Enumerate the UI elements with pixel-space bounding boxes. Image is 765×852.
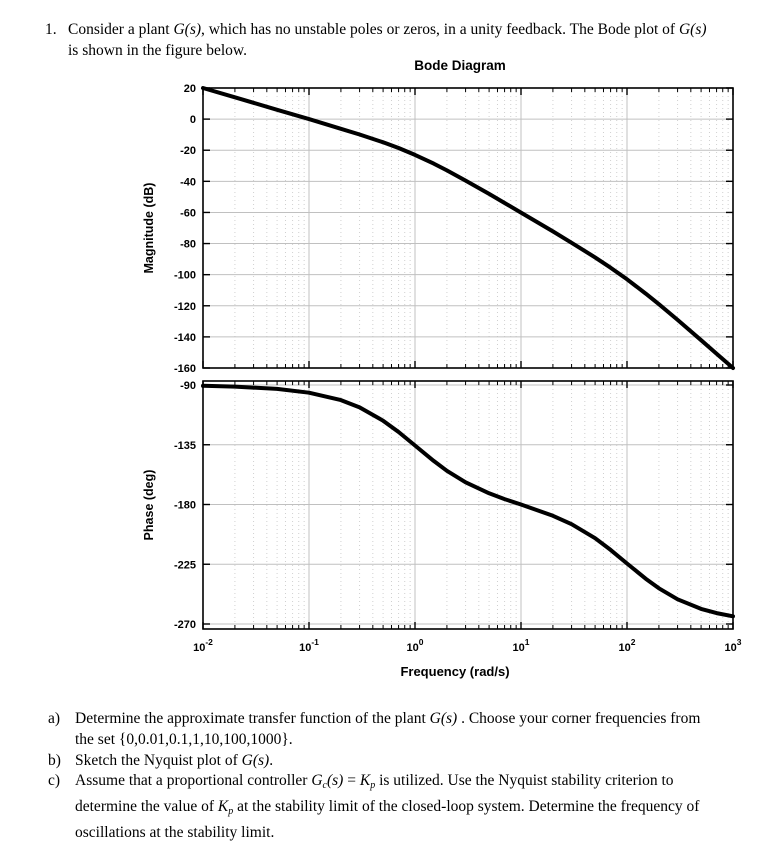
svg-text:-20: -20 bbox=[180, 145, 196, 158]
svg-text:-100: -100 bbox=[173, 269, 196, 282]
phase-axis-label: Phase (deg) bbox=[142, 469, 156, 541]
magnitude-axis-label: Magnitude (dB) bbox=[142, 182, 156, 274]
question-line bbox=[48, 730, 700, 751]
svg-text:-80: -80 bbox=[180, 238, 196, 251]
magnitude-curve bbox=[203, 88, 733, 368]
svg-text:-120: -120 bbox=[173, 300, 196, 313]
svg-text:-60: -60 bbox=[180, 207, 196, 220]
phase-ytick-labels bbox=[174, 380, 196, 631]
magnitude-axes-box bbox=[203, 88, 733, 368]
phase-plot bbox=[174, 380, 742, 654]
phase-curve bbox=[203, 386, 733, 617]
questions-list bbox=[48, 709, 700, 844]
question-line bbox=[48, 771, 700, 797]
chart-title: Bode Diagram bbox=[414, 58, 506, 73]
magnitude-grid-major bbox=[203, 88, 733, 368]
question-label: b) bbox=[48, 751, 61, 769]
svg-text:0: 0 bbox=[189, 114, 196, 127]
question-line bbox=[48, 823, 700, 844]
magnitude-plot bbox=[174, 83, 733, 375]
question-text: the set {0,0.01,0.1,1,10,100,1000}. bbox=[75, 730, 293, 748]
question-line bbox=[48, 797, 700, 823]
bode-plots bbox=[174, 83, 742, 654]
question-label: a) bbox=[48, 710, 61, 727]
question-label: c) bbox=[48, 772, 61, 790]
svg-text:100: $10^0$ bbox=[406, 637, 424, 654]
svg-text:101: $10^1$ bbox=[512, 637, 530, 654]
svg-text:-140: -140 bbox=[173, 331, 196, 344]
svg-text:103: $10^3$ bbox=[724, 637, 742, 654]
svg-text:10-1: $10^{-1}$ bbox=[299, 637, 319, 654]
svg-text:-225: -225 bbox=[173, 559, 196, 572]
svg-text:-40: -40 bbox=[180, 176, 196, 189]
svg-text:-270: -270 bbox=[173, 619, 196, 631]
svg-text:102: $10^2$ bbox=[618, 637, 636, 654]
magnitude-ticks bbox=[203, 88, 733, 368]
problem-intro-text: is shown in the figure below. bbox=[68, 41, 247, 59]
problem-number: 1. bbox=[45, 21, 57, 38]
question-text: determine the value of $K_p$ at the stability limit of the closed-loop system. Determine the frequency of bbox=[75, 798, 700, 818]
question-text: Assume that a proportional controller $G_c(s) = K_p$ is utilized. Use the Nyquist stability criterion to bbox=[75, 772, 674, 792]
phase-grid-major bbox=[203, 381, 733, 629]
svg-text:-180: -180 bbox=[173, 499, 196, 512]
svg-text:-135: -135 bbox=[173, 439, 196, 452]
svg-text:10-2: $10^{-2}$ bbox=[193, 637, 213, 654]
question-text: oscillations at the stability limit. bbox=[75, 823, 275, 841]
question-text: Sketch the Nyquist plot of G(s). bbox=[75, 751, 274, 769]
question-text: Determine the approximate transfer function of the plant G(s) . Choose your corner frequencies from bbox=[75, 710, 701, 727]
magnitude-ytick-labels bbox=[174, 83, 196, 375]
frequency-axis-label: Frequency (rad/s) bbox=[400, 664, 510, 679]
question-line bbox=[48, 709, 700, 730]
problem-intro-text: Consider a plant G(s), which has no unstable poles or zeros, in a unity feedback. The Bode plot of G(s) bbox=[68, 21, 707, 38]
svg-text:-160: -160 bbox=[173, 363, 196, 375]
svg-text:-90: -90 bbox=[180, 380, 196, 392]
xtick-labels bbox=[193, 637, 742, 654]
question-line bbox=[48, 751, 700, 772]
svg-text:20: 20 bbox=[183, 83, 196, 95]
